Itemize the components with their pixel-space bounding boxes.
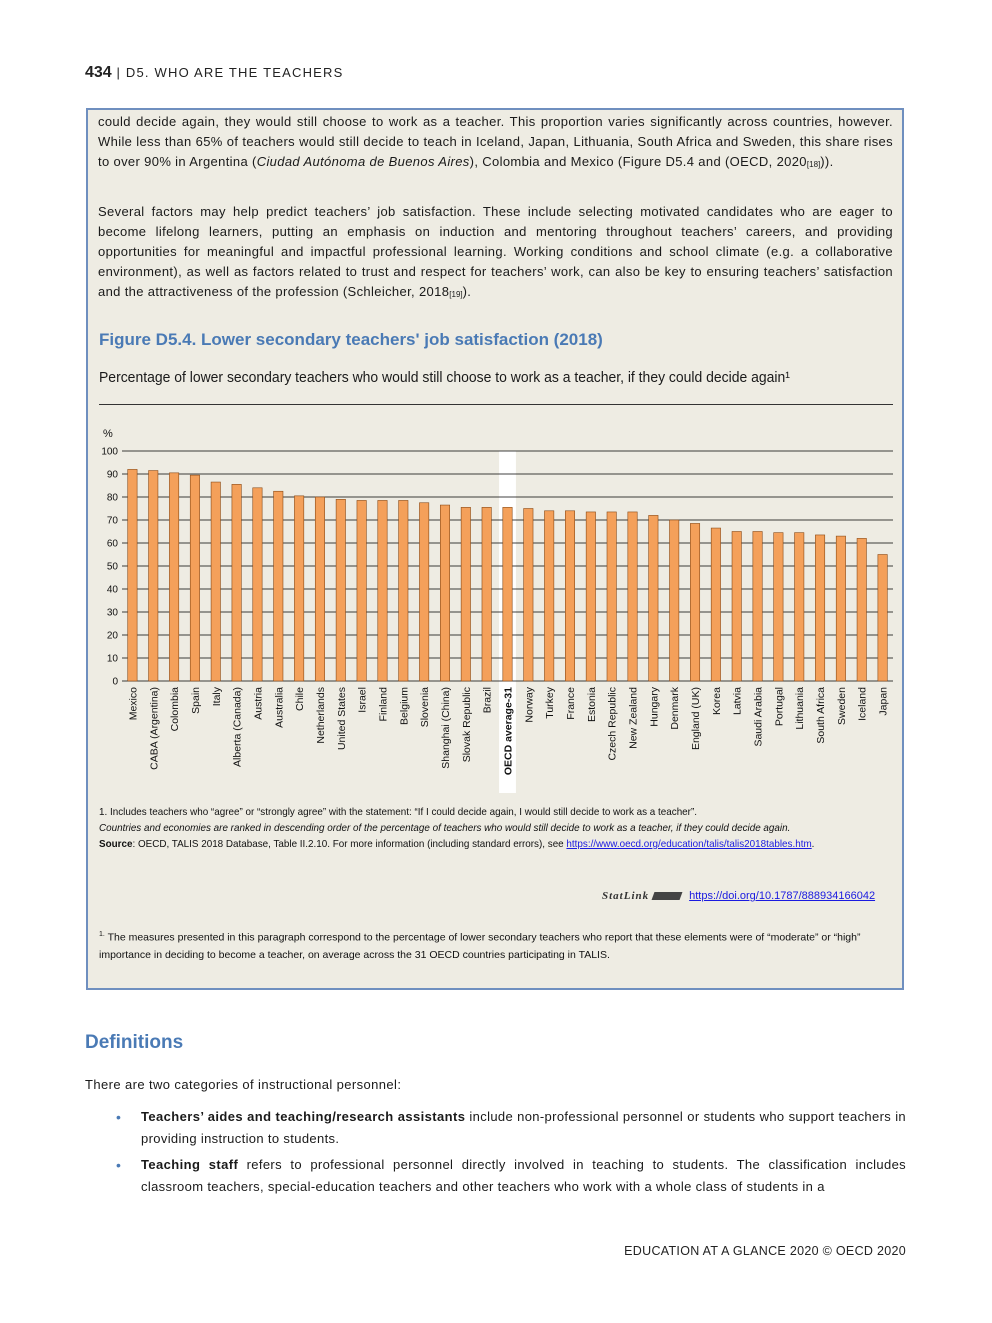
x-tick-label: CABA (Argentina) <box>148 687 161 770</box>
definitions-title: Definitions <box>85 1032 184 1053</box>
x-tick-label: Israel <box>356 687 369 713</box>
paragraph-1 <box>98 112 893 175</box>
bar <box>857 538 866 681</box>
bar <box>336 499 345 681</box>
bar <box>503 507 512 681</box>
definition-term: Teaching staff <box>141 1157 239 1172</box>
x-tick-label: Brazil <box>481 687 494 714</box>
page-footer: EDUCATION AT A GLANCE 2020 © OECD 2020 <box>624 1244 906 1258</box>
x-tick-label: Austria <box>252 687 265 720</box>
source-link[interactable]: https://www.oecd.org/education/talis/talis2018tables.htm <box>566 838 812 850</box>
figure-subtitle: Percentage of lower secondary teachers who would still choose to work as a teacher, if they could decide again¹ <box>99 369 790 386</box>
paragraph-1-end: )). <box>820 154 834 169</box>
y-tick-label: 20 <box>106 630 118 642</box>
bar-chart <box>90 420 900 800</box>
x-tick-label: Portugal <box>773 687 786 727</box>
x-tick-label: Latvia <box>731 687 744 716</box>
paragraph-1-italic: Ciudad Autónoma de Buenos Aires <box>256 154 470 169</box>
bar <box>399 500 408 681</box>
bullet-icon: • <box>116 1109 122 1125</box>
y-tick-label: 0 <box>112 676 118 688</box>
section-title: D5. WHO ARE THE TEACHERS <box>125 65 344 80</box>
x-tick-label: Colombia <box>169 687 182 732</box>
y-tick-label: 80 <box>106 492 118 504</box>
source-end: . <box>811 838 815 850</box>
bar <box>169 473 178 681</box>
x-tick-label: New Zealand <box>627 687 640 749</box>
x-tick-label: Hungary <box>648 687 661 727</box>
bar <box>524 509 533 682</box>
bar <box>482 507 491 681</box>
x-tick-label: Turkey <box>544 687 557 719</box>
x-tick-label: Slovak Republic <box>460 687 473 763</box>
definition-text: refers to professional personnel directly involved in teaching to students. The classification includes classroom teachers, special-education teachers and other teachers who work with a whole class of students in a <box>141 1157 906 1194</box>
bar <box>565 511 574 681</box>
bar <box>649 515 658 681</box>
y-tick-label: 50 <box>106 561 118 573</box>
paragraph-2-text: Several factors may help predict teachers’ job satisfaction. These include selecting motivated candidates who are eager to become lifelong learners, putting an emphasis on induction and mentoring throughout teachers’ careers, and providing opportunities for meaningful and impactful professional learning. Working conditions and school climate (e.g. a collaborative environment), as well as factors related to trust and respect for teachers’ work, can also be key to ensuring teachers’ satisfaction and the attractiveness of the profession (Schleicher, 2018 <box>98 204 893 299</box>
chart-source <box>99 838 814 850</box>
statlink-url[interactable]: https://doi.org/10.1787/888934166042 <box>689 890 876 902</box>
x-tick-label: Italy <box>210 687 223 707</box>
chart-note-1: 1. Includes teachers who “agree” or “strongly agree” with the statement: “If I could decide again, I would still decide to work as a teacher”. <box>99 806 697 818</box>
bar <box>149 471 158 681</box>
statlink-label: StatLink <box>602 890 650 902</box>
bar <box>628 512 637 681</box>
x-tick-label: Australia <box>273 687 286 728</box>
x-tick-label: Estonia <box>585 687 598 723</box>
x-tick-label: Denmark <box>669 687 682 730</box>
x-tick-label: Spain <box>189 687 202 714</box>
bar <box>774 533 783 681</box>
x-tick-label: England (UK) <box>690 687 703 751</box>
y-tick-label: 70 <box>106 515 118 527</box>
source-label: Source <box>99 838 133 850</box>
paragraph-2 <box>98 202 893 305</box>
y-tick-label: 30 <box>106 607 118 619</box>
x-tick-label: OECD average-31 <box>502 687 515 776</box>
bar <box>690 523 699 681</box>
x-tick-label: Chile <box>294 687 307 711</box>
x-tick-label: Finland <box>377 687 390 722</box>
y-tick-label: 40 <box>106 584 118 596</box>
bar <box>315 497 324 681</box>
bar <box>357 500 366 681</box>
bar <box>419 503 428 681</box>
x-tick-label: Belgium <box>398 687 411 725</box>
x-tick-label: Mexico <box>127 687 140 721</box>
page-number: 434 <box>85 64 112 81</box>
bar <box>607 512 616 681</box>
bar <box>294 496 303 681</box>
x-tick-label: Alberta (Canada) <box>231 687 244 767</box>
bar <box>753 532 762 682</box>
header-separator: | <box>116 65 126 80</box>
x-tick-label: Slovenia <box>419 687 432 728</box>
bar <box>544 511 553 681</box>
footnote-text: The measures presented in this paragraph correspond to the percentage of lower secondary teachers who report that these elements were of “moderate” or “high” importance in deciding to become a teacher, on average across the 31 OECD countries participating in TALIS. <box>99 931 861 961</box>
x-tick-label: Netherlands <box>314 687 327 744</box>
paragraph-1-text-b: ), Colombia and Mexico (Figure D5.4 and (OECD, 2020 <box>469 154 807 169</box>
footnote-mark: 1. <box>99 931 105 938</box>
bar <box>878 555 887 682</box>
y-axis-label: % <box>103 428 113 440</box>
paragraph-2-end: ). <box>462 284 472 299</box>
bar <box>815 535 824 681</box>
y-tick-label: 60 <box>106 538 118 550</box>
figure-title: Figure D5.4. Lower secondary teachers' job satisfaction (2018) <box>99 330 603 349</box>
bar <box>461 507 470 681</box>
y-tick-label: 100 <box>101 446 118 458</box>
bar <box>711 528 720 681</box>
bar <box>440 505 449 681</box>
bar <box>190 475 199 681</box>
chart-note-2-text: Countries and economies are ranked in descending order of the percentage of teachers who would still decide to work as a teacher, if they could decide again. <box>99 822 791 834</box>
bar <box>795 533 804 681</box>
x-tick-label: France <box>565 687 578 720</box>
definitions-intro: There are two categories of instructional personnel: <box>85 1077 402 1092</box>
x-tick-label: Japan <box>877 687 890 716</box>
oecd-logo-icon <box>652 892 683 900</box>
y-tick-label: 90 <box>106 469 118 481</box>
paragraph-1-text-a: could decide again, they would still choose to work as a teacher. This proportion varies significantly across countries, however. While less than 65% of teachers would still decide to teach in Iceland, Japan, Lithuania, South Africa and Sweden, this share rises to over 90% in Argentina ( <box>98 114 893 169</box>
x-tick-label: Norway <box>523 687 536 723</box>
bar <box>128 469 137 681</box>
x-tick-label: Iceland <box>856 687 869 721</box>
bar <box>836 536 845 681</box>
bar <box>378 500 387 681</box>
page-header <box>85 64 344 82</box>
x-tick-label: Lithuania <box>794 687 807 730</box>
definition-item <box>116 1106 906 1150</box>
chart-note-2 <box>99 822 790 834</box>
x-tick-label: Shanghai (China) <box>439 687 452 769</box>
source-text: : OECD, TALIS 2018 Database, Table II.2.10. For more information (including standard errors), see <box>132 838 567 850</box>
bar <box>253 488 262 681</box>
y-tick-label: 10 <box>106 653 118 665</box>
x-tick-label: Saudi Arabia <box>752 687 765 747</box>
bar <box>670 520 679 681</box>
x-tick-label: United States <box>335 687 348 751</box>
paragraph-2-ref: [19] <box>449 290 463 299</box>
figure-rule <box>99 404 893 405</box>
x-tick-label: Czech Republic <box>606 687 619 761</box>
bar <box>274 491 283 681</box>
statlink <box>602 890 875 902</box>
bar <box>211 482 220 681</box>
definition-term: Teachers’ aides and teaching/research assistants <box>141 1109 466 1124</box>
definition-text: include non-professional personnel or students who support teachers in providing instruction to students. <box>141 1109 907 1146</box>
bullet-icon: • <box>116 1157 122 1173</box>
bar <box>732 532 741 682</box>
x-tick-label: Sweden <box>835 687 848 725</box>
x-tick-label: South Africa <box>815 687 828 744</box>
box-footnote <box>99 926 893 964</box>
paragraph-1-ref: [18] <box>806 160 821 169</box>
bar <box>586 512 595 681</box>
x-tick-label: Korea <box>710 687 723 716</box>
bar <box>232 484 241 681</box>
definition-item <box>116 1154 906 1198</box>
